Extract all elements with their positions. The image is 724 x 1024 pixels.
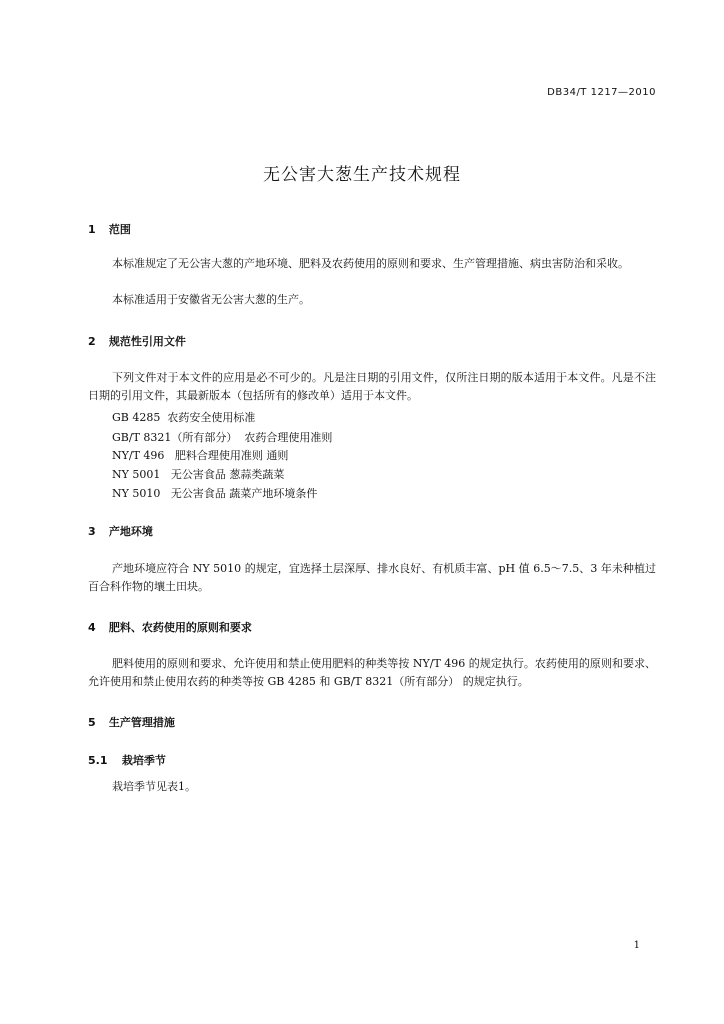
- section-4-heading: [88, 619, 252, 635]
- section-number: 5.1: [88, 754, 108, 767]
- section-number: 2: [88, 335, 96, 348]
- section-2-paragraph-1: 下列文件对于本文件的应用是必不可少的。凡是注日期的引用文件，仅所注日期的版本适用于本文件。凡是不注日期的引用文件，其最新版本（包括所有的修改单）适用于本文件。: [88, 371, 656, 402]
- section-number: 5: [88, 716, 96, 729]
- section-title: 栽培季节: [121, 754, 166, 767]
- section-title: 产地环境: [108, 525, 153, 538]
- document-number: DB34/T 1217—2010: [547, 87, 656, 98]
- section-title: 规范性引用文件: [108, 335, 186, 348]
- reference-item: NY/T 496 肥料合理使用准则 通则: [112, 449, 289, 462]
- page-title: 无公害大葱生产技术规程: [263, 165, 461, 185]
- section-4-paragraph-1: 肥料使用的原则和要求、允许使用和禁止使用肥料的种类等按 NY/T 496 的规定执行。农药使用的原则和要求、允许使用和禁止使用农药的种类等按 GB 4285 和 GB/T 8321（所有部分） 的规定执行。: [88, 657, 656, 688]
- reference-item: NY 5001 无公害食品 葱蒜类蔬菜: [112, 468, 285, 481]
- section-1-heading: [88, 221, 131, 237]
- reference-item: GB/T 8321（所有部分） 农药合理使用准则: [112, 431, 333, 444]
- section-5-1-paragraph-1: 栽培季节见表1。: [112, 780, 196, 793]
- page-number: 1: [633, 940, 640, 951]
- section-3-paragraph-1: 产地环境应符合 NY 5010 的规定，宜选择土层深厚、排水良好、有机质丰富、pH 值 6.5～7.5、3 年未种植过百合科作物的壤土田块。: [88, 562, 656, 593]
- section-title: 范围: [108, 223, 131, 236]
- section-1-paragraph-1: 本标准规定了无公害大葱的产地环境、肥料及农药使用的原则和要求、生产管理措施、病虫害防治和采收。: [112, 257, 629, 270]
- reference-item: GB 4285 农药安全使用标准: [112, 411, 256, 424]
- section-5-1-heading: [88, 752, 166, 768]
- section-5-heading: [88, 714, 175, 730]
- section-title: 生产管理措施: [108, 716, 175, 729]
- section-number: 4: [88, 621, 96, 634]
- section-number: 1: [88, 223, 96, 236]
- section-1-paragraph-2: 本标准适用于安徽省无公害大葱的生产。: [112, 293, 310, 306]
- section-number: 3: [88, 525, 96, 538]
- reference-item: NY 5010 无公害食品 蔬菜产地环境条件: [112, 487, 318, 500]
- section-2-heading: [88, 333, 186, 349]
- section-title: 肥料、农药使用的原则和要求: [108, 621, 252, 634]
- section-3-heading: [88, 523, 153, 539]
